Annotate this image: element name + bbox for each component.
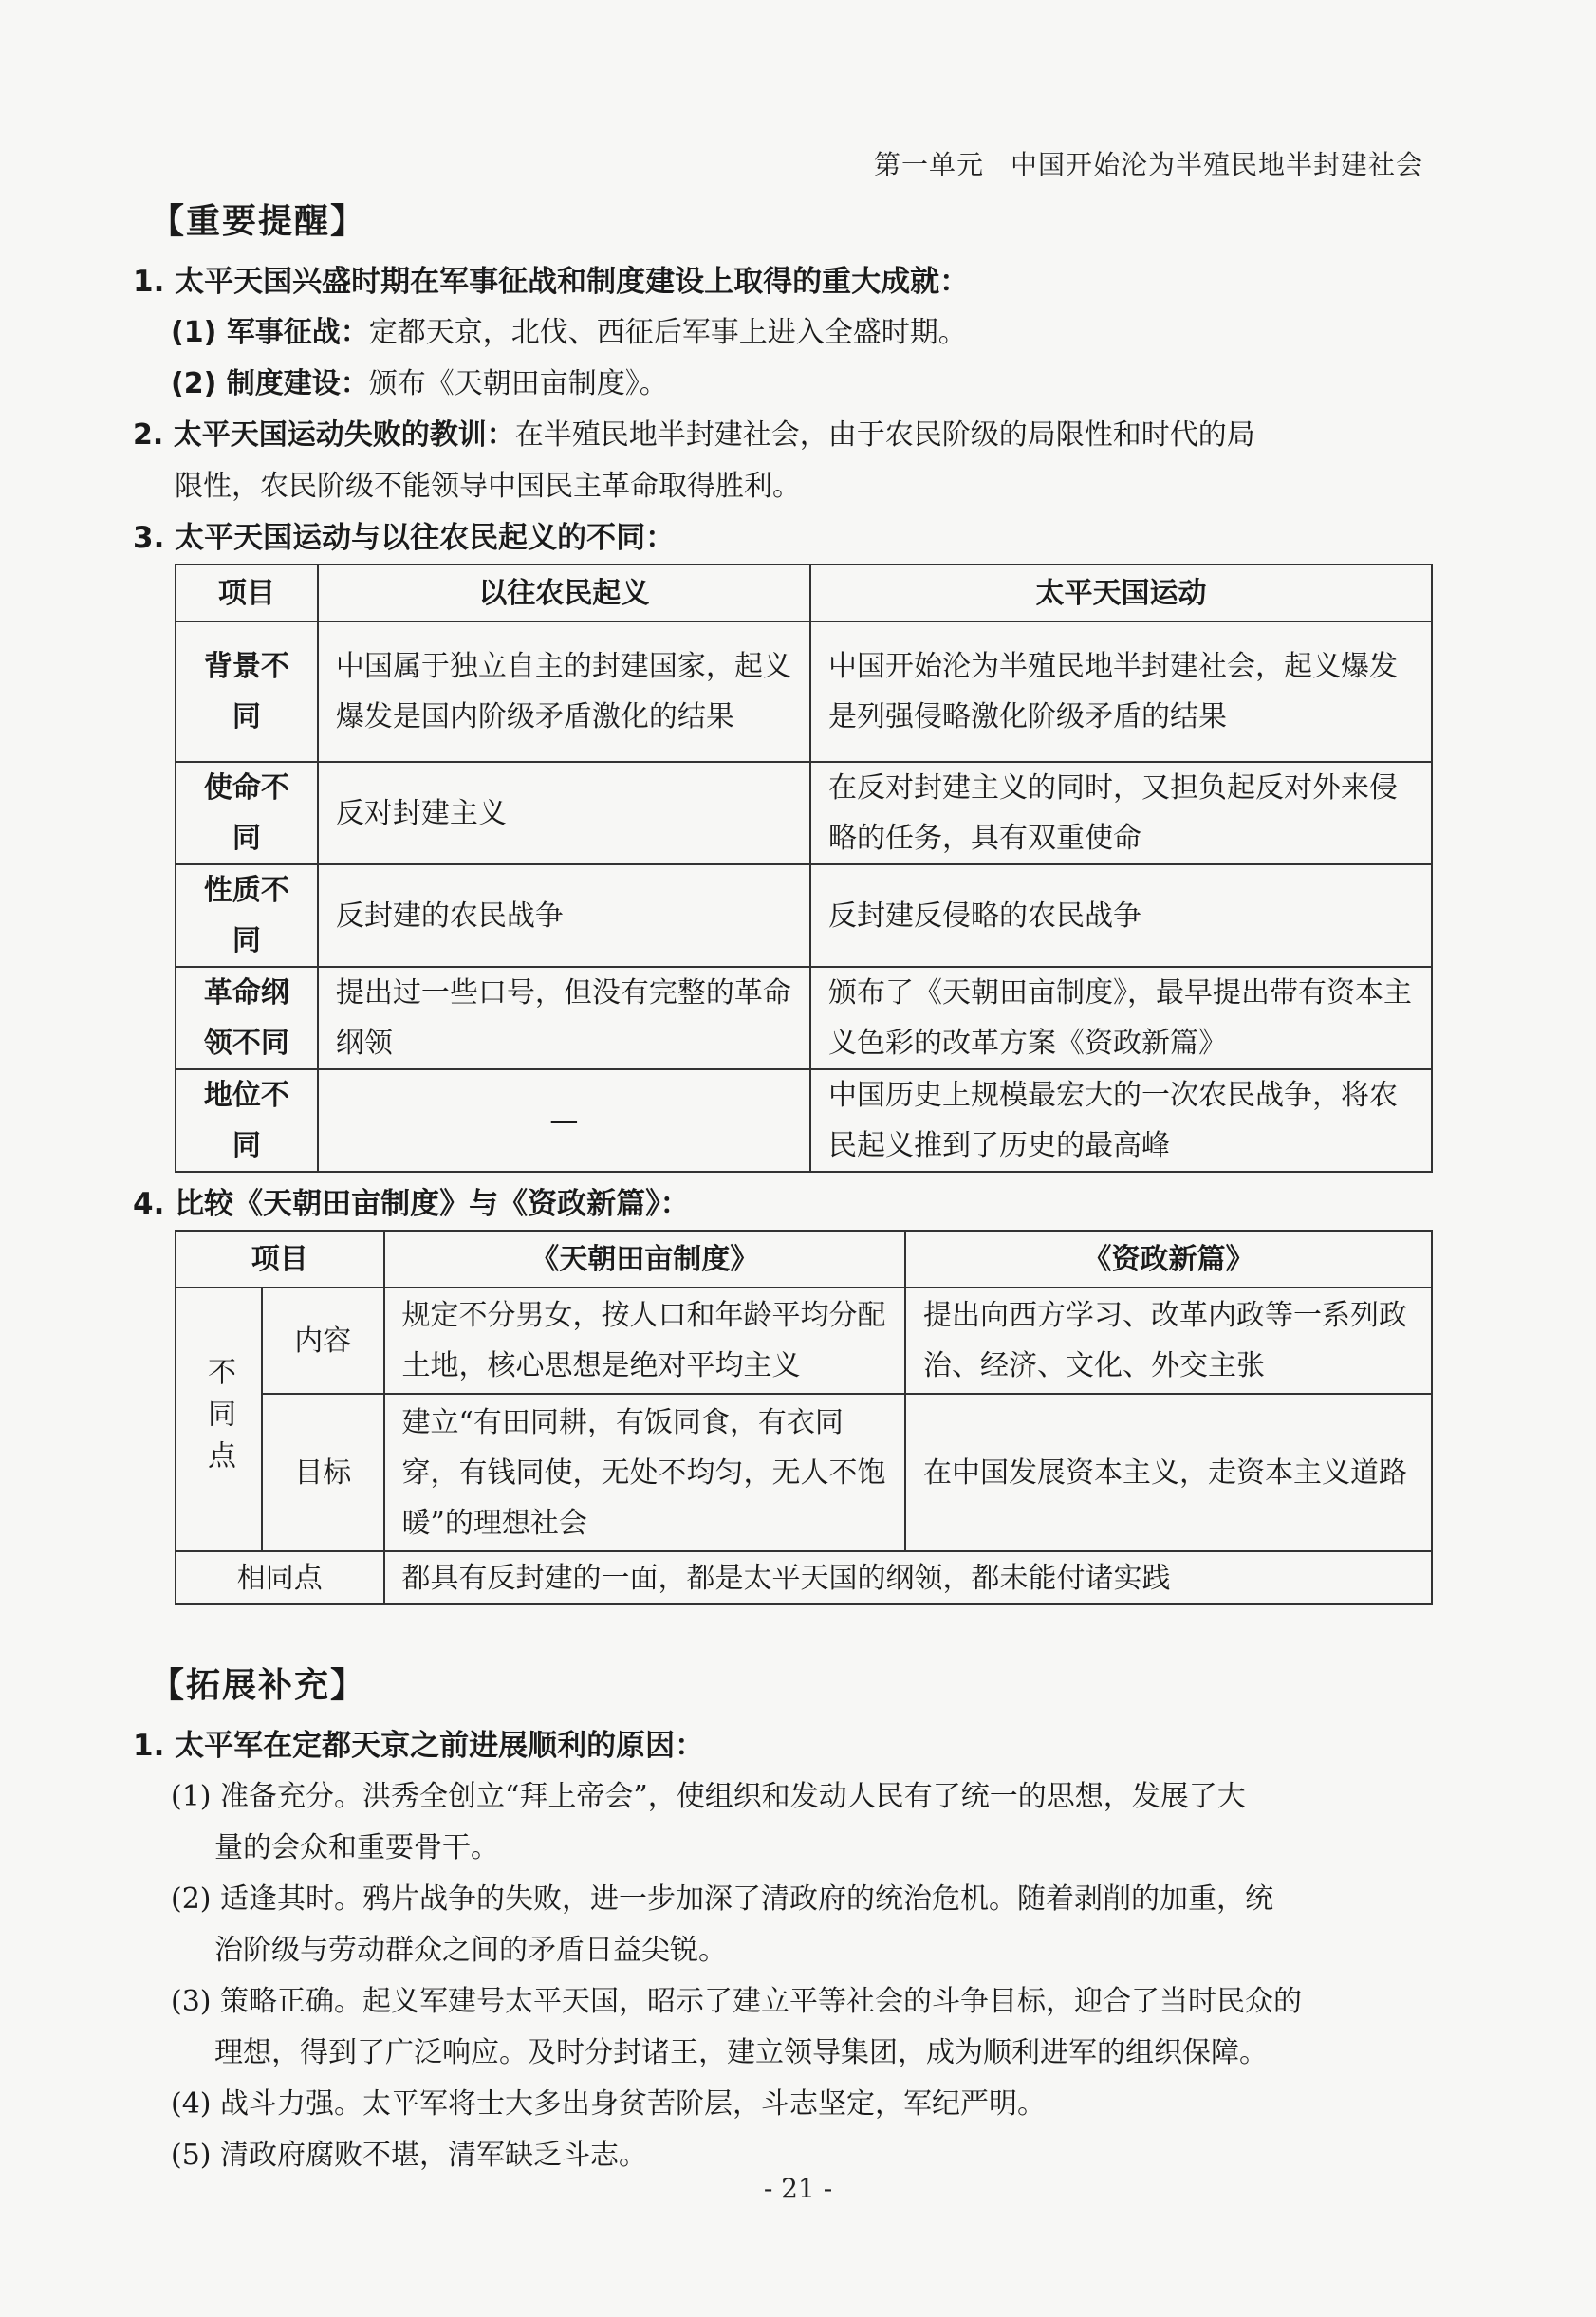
row-item: 使命不同 [176,762,318,864]
q1-heading: 1. 太平天国兴盛时期在军事征战和制度建设上取得的重大成就： [133,265,970,299]
page-number: - 21 - [763,2173,833,2204]
supplement-item: (4) 战斗力强。太平军将士大多出身贫苦阶层，斗志坚定，军纪严明。 [171,2087,1047,2121]
unit-title: 中国开始沦为半殖民地半封建社会 [1010,149,1423,180]
q2-paragraph: 2. 太平天国运动失败的教训：在半殖民地半封建社会，由于农民阶级的局限性和时代的局 [133,418,1255,452]
header-cell: 项目 [176,1231,384,1288]
header-cell: 《天朝田亩制度》 [384,1231,905,1288]
tianchao-cell: 规定不分男女，按人口和年龄平均分配土地，核心思想是绝对平均主义 [384,1288,905,1394]
past-cell: 中国属于独立自主的封建国家，起义爆发是国内阶级矛盾激化的结果 [318,621,810,762]
q3-heading: 3. 太平天国运动与以往农民起义的不同： [133,521,676,555]
taiping-cell: 中国历史上规模最宏大的一次农民战争，将农民起义推到了历史的最高峰 [810,1069,1432,1172]
unit-label: 第一单元 [873,149,984,180]
same-label: 相同点 [176,1551,384,1604]
table-row [176,621,1432,762]
table-row [176,1069,1432,1172]
uprising-comparison-table [175,564,1433,1173]
past-cell: — [318,1069,810,1172]
supplement-title: 【拓展补充】 [150,1666,367,1705]
taiping-cell: 反封建反侵略的农民战争 [810,864,1432,967]
header-cell: 以往农民起义 [318,565,810,621]
taiping-cell: 在反对封建主义的同时，又担负起反对外来侵略的任务，具有双重使命 [810,762,1432,864]
running-head [847,144,1423,182]
diff-label: 不同点 [176,1288,262,1551]
same-text: 都具有反封建的一面，都是太平天国的纲领，都未能付诸实践 [384,1551,1432,1604]
reminder-title: 【重要提醒】 [150,202,367,241]
taiping-cell: 中国开始沦为半殖民地半封建社会，起义爆发是列强侵略激化阶级矛盾的结果 [810,621,1432,762]
table-row [176,967,1432,1069]
supplement-item: (5) 清政府腐败不堪，清军缺乏斗志。 [171,2139,648,2172]
q2-continuation: 限性，农民阶级不能领导中国民主革命取得胜利。 [175,470,801,503]
row-item: 革命纲领不同 [176,967,318,1069]
zizheng-cell: 在中国发展资本主义，走资本主义道路 [905,1394,1432,1551]
header-cell: 项目 [176,565,318,621]
q4-heading: 4. 比较《天朝田亩制度》与《资政新篇》： [133,1187,690,1221]
content [133,195,1433,2181]
table-row [176,1551,1432,1604]
supplement-item: (3) 策略正确。起义军建号太平天国，昭示了建立平等社会的斗争目标，迎合了当时民众的 理想，得到了广泛响应。及时分封诸王，建立领导集团，成为顺利进军的组织保障。 [171,1985,1303,2069]
supplement-item: (1) 准备充分。洪秀全创立“拜上帝会”，使组织和发动人民有了统一的思想，发展了大 量的会众和重要骨干。 [171,1780,1246,1864]
past-cell: 反封建的农民战争 [318,864,810,967]
supplement-item: (2) 适逢其时。鸦片战争的失败，进一步加深了清政府的统治危机。随着剥削的加重，统 治阶级与劳动群众之间的矛盾日益尖锐。 [171,1882,1274,1967]
q1-item: (2) 制度建设：颁布《天朝田亩制度》。 [171,367,668,400]
q1-item: (1) 军事征战：定都天京，北伐、西征后军事上进入全盛时期。 [171,316,967,349]
row-item: 地位不同 [176,1069,318,1172]
table-header-row [176,1231,1432,1288]
program-comparison-table [175,1230,1433,1605]
past-cell: 反对封建主义 [318,762,810,864]
table-row [176,762,1432,864]
past-cell: 提出过一些口号，但没有完整的革命纲领 [318,967,810,1069]
row-item: 性质不同 [176,864,318,967]
tianchao-cell: 建立“有田同耕，有饭同食，有衣同穿，有钱同使，无处不均匀，无人不饱暖”的理想社会 [384,1394,905,1551]
table-row [176,1394,1432,1551]
taiping-cell: 颁布了《天朝田亩制度》，最早提出带有资本主义色彩的改革方案《资政新篇》 [810,967,1432,1069]
aspect-cell: 目标 [262,1394,384,1551]
header-cell: 《资政新篇》 [905,1231,1432,1288]
zizheng-cell: 提出向西方学习、改革内政等一系列政治、经济、文化、外交主张 [905,1288,1432,1394]
header-cell: 太平天国运动 [810,565,1432,621]
q2-heading: 2. 太平天国运动失败的教训： [133,418,515,452]
aspect-cell: 内容 [262,1288,384,1394]
table-header-row [176,565,1432,621]
supplement-heading: 1. 太平军在定都天京之前进展顺利的原因： [133,1729,705,1763]
table-row [176,1288,1432,1394]
table-row [176,864,1432,967]
row-item: 背景不同 [176,621,318,762]
